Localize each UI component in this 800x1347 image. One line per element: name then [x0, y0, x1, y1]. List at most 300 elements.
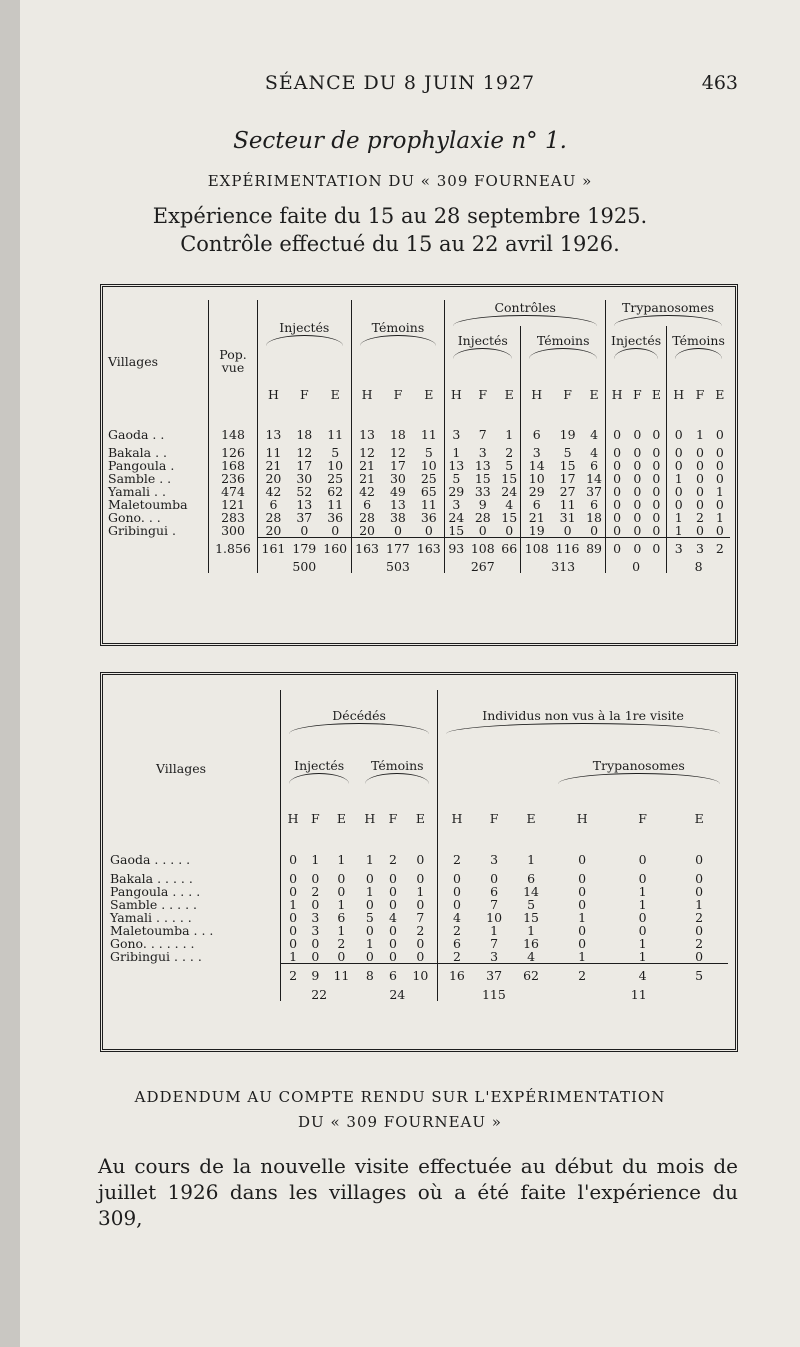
t1-cell: 15 [448, 523, 465, 538]
t1-cell: 3 [478, 445, 487, 460]
t1-cell: 0 [674, 445, 683, 460]
t1-total-cell: 66 [498, 538, 521, 560]
t2-total-cell: 2 [281, 964, 306, 988]
t2-cell: 14 [523, 884, 539, 899]
t2-cell: 3 [311, 923, 320, 938]
t2-cell: 0 [638, 851, 647, 867]
t1-cell: 21 [359, 471, 376, 486]
t1-village: Maletoumba [106, 498, 209, 511]
t1-cell: 6 [269, 497, 278, 512]
t2-cell: 0 [388, 871, 397, 886]
t1-cell: 0 [613, 445, 622, 460]
t1-cell: 19 [528, 523, 545, 538]
t2-cell: 0 [289, 884, 298, 899]
t2-cell: 5 [365, 910, 374, 925]
t1-cell: 1 [674, 523, 683, 538]
t1-hfe-label: E [583, 366, 606, 422]
page-number: 463 [701, 72, 738, 94]
t1-cell: 3 [452, 497, 461, 512]
t2-total-cell: 9 [305, 964, 325, 988]
t1-cell: 62 [320, 485, 351, 498]
t1-cell: 6 [363, 497, 372, 512]
t1-cell: 4 [583, 422, 606, 446]
t2-total-cell: 16 [438, 964, 476, 988]
t2-cell: 1 [638, 936, 647, 951]
t1-pop: 148 [209, 422, 258, 446]
t1-cell: 21 [265, 458, 282, 473]
t2-hfe-label: H [364, 810, 376, 826]
t1-cell: 14 [583, 472, 606, 485]
t1-hfe-label: E [647, 366, 667, 422]
t2-cell: 6 [527, 871, 536, 886]
t1-pop: 283 [209, 511, 258, 524]
t1-cell: 6 [532, 426, 541, 442]
t2-total-cell: 2 [550, 964, 615, 988]
t2-total-cell: 11 [325, 964, 357, 988]
t1-totals-row [106, 538, 730, 560]
t1-total-cell: 163 [351, 538, 382, 560]
addendum-subtitle: DU « 309 FOURNEAU » [298, 1113, 502, 1131]
t2-cell: 0 [452, 871, 461, 886]
t1-cell: 0 [393, 523, 402, 538]
t1-cell: 36 [413, 511, 444, 524]
t1-cell: 0 [613, 458, 622, 473]
t2-header-villages: Villages [108, 690, 281, 846]
page-gutter [0, 0, 20, 1347]
t1-cell: 5 [452, 471, 461, 486]
t2-row [108, 950, 728, 964]
t2-cell: 0 [638, 871, 647, 886]
t1-cell: 0 [695, 471, 704, 486]
t2-village: Gribingui . . . . [108, 950, 281, 964]
t1-cell: 4 [583, 446, 606, 459]
t1-cell: 52 [296, 484, 313, 499]
t2-total-cell: 37 [476, 964, 513, 988]
t2-hfe-label: E [694, 810, 704, 826]
t1-cell: 0 [613, 523, 622, 538]
table2 [108, 690, 728, 1001]
t1-cell: 65 [413, 485, 444, 498]
t2-hfe-label: H [576, 810, 588, 826]
t1-header-trypano: Trypanosomes [606, 300, 730, 326]
t2-cell: 0 [289, 936, 298, 951]
t1-hfe-label: H [611, 386, 623, 402]
t2-total-cell: 4 [615, 964, 671, 988]
t2-cell: 0 [289, 871, 298, 886]
t2-cell: 0 [289, 910, 298, 925]
t1-cell: 0 [695, 484, 704, 499]
t1-total-cell: 177 [383, 538, 414, 560]
t2-cell: 1 [289, 897, 298, 912]
t2-village: Gono. . . . . . . [108, 937, 281, 950]
t1-hfe-label: H [673, 386, 685, 402]
t1-hfe-label: F [633, 386, 642, 402]
t2-grand-blank [108, 988, 281, 1001]
t1-total-cell: 108 [467, 538, 498, 560]
t2-cell: 1 [365, 851, 374, 867]
control-dates: Contrôle effectué du 15 au 22 avril 1926. [180, 232, 620, 256]
t2-village: Pangoula . . . . [108, 885, 281, 898]
t1-total-cell: 0 [628, 538, 647, 560]
t2-total-cell: 62 [513, 964, 550, 988]
t2-cell: 7 [490, 936, 499, 951]
t1-total-cell: 89 [583, 538, 606, 560]
t1-hfe-label: E [413, 366, 444, 422]
t1-header-controles: Contrôles [445, 300, 606, 326]
t2-header-nonvus: Individus non vus à la 1re visite [438, 690, 728, 752]
t2-cell: 0 [365, 923, 374, 938]
t1-cell: 0 [633, 458, 642, 473]
t1-pop: 126 [209, 446, 258, 459]
t2-cell: 2 [311, 884, 320, 899]
t1-cell: 5 [320, 446, 351, 459]
t1-cell: 0 [647, 511, 667, 524]
t1-cell: 0 [674, 497, 683, 512]
t1-cell: 0 [478, 523, 487, 538]
t2-cell: 0 [388, 923, 397, 938]
t1-pop: 300 [209, 524, 258, 538]
t1-cell: 11 [559, 497, 576, 512]
t1-cell: 1 [715, 510, 724, 525]
t1-cell: 3 [452, 426, 461, 442]
t1-cell: 18 [583, 511, 606, 524]
t1-cell: 6 [583, 459, 606, 472]
t2-cell: 5 [527, 897, 536, 912]
t2-cell: 3 [490, 851, 499, 867]
t1-hfe-label: E [320, 366, 351, 422]
t2-cell: 0 [638, 923, 647, 938]
t2-cell: 7 [404, 911, 438, 924]
t1-cell: 0 [695, 523, 704, 538]
t1-cell: 36 [320, 511, 351, 524]
t2-totals-row [108, 964, 728, 988]
t2-cell: 0 [337, 949, 346, 964]
t2-cell: 1 [527, 923, 536, 938]
t1-cell: 0 [633, 445, 642, 460]
t1-cell: 0 [633, 426, 642, 442]
t1-cell: 0 [563, 523, 572, 538]
t1-row [106, 422, 730, 446]
t1-cell: 0 [633, 471, 642, 486]
t2-hfe-label: F [310, 810, 320, 826]
t2-cell: 0 [404, 898, 438, 911]
t1-cell: 30 [389, 471, 406, 486]
t2-sub-temoins: Témoins [357, 752, 437, 790]
t2-cell: 1 [289, 949, 298, 964]
t2-cell: 0 [365, 949, 374, 964]
t1-cell: 0 [715, 497, 724, 512]
experiment-dates: Expérience faite du 15 au 28 septembre 1925. [152, 204, 648, 228]
t1-cell: 1 [695, 426, 704, 442]
t1-hfe-label: H [450, 386, 462, 402]
t1-cell: 18 [389, 426, 406, 442]
t2-cell: 2 [695, 936, 704, 951]
t1-cell: 0 [633, 510, 642, 525]
t1-village: Samble . . [106, 472, 209, 485]
t1-cell: 0 [633, 484, 642, 499]
t1-village: Pangoula . [106, 459, 209, 472]
t2-cell: 6 [490, 884, 499, 899]
t1-total-cell: 179 [289, 538, 320, 560]
t1-cell: 5 [563, 445, 572, 460]
t1-cell: 42 [359, 484, 376, 499]
t2-cell: 2 [452, 949, 461, 964]
t1-cell: 10 [528, 471, 545, 486]
t1-cell: 11 [413, 498, 444, 511]
t2-cell: 0 [289, 923, 298, 938]
t1-cell: 9 [478, 497, 487, 512]
t1-cell: 0 [613, 510, 622, 525]
t2-cell: 1 [638, 897, 647, 912]
t1-cell: 0 [715, 471, 724, 486]
t2-cell: 0 [311, 897, 320, 912]
t2-grand-cell: 24 [357, 988, 437, 1001]
t1-cell: 6 [583, 498, 606, 511]
t1-pop: 121 [209, 498, 258, 511]
t1-cell: 33 [474, 484, 491, 499]
t2-cell: 1 [404, 885, 438, 898]
t1-total-cell: 3 [667, 538, 691, 560]
t2-cell: 0 [578, 936, 587, 951]
t2-cell: 2 [404, 924, 438, 937]
t1-cell: 1 [452, 445, 461, 460]
t2-grand-cell: 22 [311, 986, 328, 1002]
t1-header-pop: Pop. vue [209, 300, 258, 422]
t2-cell: 1 [638, 949, 647, 964]
t2-cell: 0 [404, 937, 438, 950]
t1-cell: 12 [296, 445, 313, 460]
t2-cell: 10 [486, 910, 503, 925]
t2-cell: 1 [337, 923, 346, 938]
t2-cell: 0 [578, 851, 587, 867]
t1-cell: 0 [647, 524, 667, 538]
t1-cell: 1 [498, 422, 521, 446]
t2-village: Maletoumba . . . [108, 924, 281, 937]
t1-total-cell: 116 [552, 538, 583, 560]
t2-cell: 0 [404, 846, 438, 872]
t1-cell: 24 [498, 485, 521, 498]
t1-total-cell: 3 [690, 538, 709, 560]
t2-village: Gaoda . . . . . [108, 846, 281, 872]
t1-cell: 0 [413, 524, 444, 538]
t1-total-cell: 163 [413, 538, 444, 560]
t1-row [106, 524, 730, 538]
t1-cell: 0 [647, 422, 667, 446]
t1-cell: 0 [715, 458, 724, 473]
running-header [0, 72, 800, 102]
t1-hfe-label: H [361, 386, 373, 402]
t1-cell: 49 [389, 484, 406, 499]
t1-header-temoins: Témoins [351, 300, 445, 366]
t1-grand-cell: 267 [445, 560, 521, 573]
t1-cell: 42 [265, 484, 282, 499]
t2-cell: 4 [452, 910, 461, 925]
t1-cell: 0 [613, 471, 622, 486]
t1-total-cell: 0 [606, 538, 629, 560]
t1-cell: 20 [265, 471, 282, 486]
t1-cell: 13 [359, 426, 376, 442]
t1-cell: 1 [674, 510, 683, 525]
t2-cell: 2 [695, 910, 704, 925]
t1-cell: 27 [559, 484, 576, 499]
t2-sub-trypano: Trypanosomes [550, 752, 728, 790]
t1-cell: 0 [583, 524, 606, 538]
t1-total-cell: 93 [445, 538, 468, 560]
t2-total-cell: 5 [670, 964, 728, 988]
t2-cell: 0 [695, 949, 704, 964]
t1-cell: 13 [265, 426, 282, 442]
t2-hfe-label: H [451, 810, 463, 826]
t2-hfe-label: F [489, 810, 499, 826]
t2-cell: 0 [578, 871, 587, 886]
t1-cell: 15 [498, 511, 521, 524]
t2-cell: 0 [490, 871, 499, 886]
t1-total-cell: 161 [258, 538, 289, 560]
t1-grand-cell: 0 [606, 560, 667, 573]
t2-total-cell: 6 [382, 964, 403, 988]
t1-cell: 0 [647, 472, 667, 485]
t1-grand-cell: 8 [694, 558, 703, 574]
t1-cell: 0 [633, 523, 642, 538]
t1-village: Gaoda . . [106, 422, 209, 446]
t1-grand-cell: 313 [521, 560, 606, 573]
t1-hfe-label: F [478, 386, 488, 402]
t2-total-label [108, 964, 281, 988]
t2-cell: 1 [695, 897, 704, 912]
t2-cell: 1 [365, 884, 374, 899]
t2-grand-cell: 11 [630, 986, 647, 1002]
t2-total-cell: 8 [357, 964, 382, 988]
t1-grand-blank [106, 560, 209, 573]
t2-cell: 0 [695, 923, 704, 938]
t1-cell: 0 [647, 498, 667, 511]
t1-cell: 0 [674, 484, 683, 499]
t2-village: Samble . . . . . [108, 898, 281, 911]
t2-cell: 4 [527, 949, 536, 964]
t1-hfe-label: E [498, 366, 521, 422]
t2-hfe-label: E [336, 810, 346, 826]
t1-cell: 2 [695, 510, 704, 525]
t2-cell: 1 [638, 884, 647, 899]
t2-cell: 0 [388, 884, 397, 899]
t1-village: Gono. . . [106, 511, 209, 524]
t1-cell: 17 [296, 458, 313, 473]
t2-cell: 0 [311, 871, 320, 886]
experiment-title: EXPÉRIMENTATION DU « 309 FOURNEAU » [207, 172, 593, 190]
t1-cell: 0 [715, 523, 724, 538]
t1-cell: 12 [359, 445, 376, 460]
t1-pop: 168 [209, 459, 258, 472]
t1-cell: 0 [647, 485, 667, 498]
t1-cell: 0 [715, 426, 724, 442]
t1-cell: 0 [647, 459, 667, 472]
t2-grand-cell: 115 [481, 986, 506, 1002]
t1-cell: 4 [498, 498, 521, 511]
t2-hfe-label: E [404, 790, 438, 846]
t1-cell: 2 [498, 446, 521, 459]
t1-cell: 20 [359, 523, 376, 538]
t1-sub-ctrl-injectes: Injectés [445, 326, 521, 366]
t2-cell: 1 [527, 851, 536, 867]
t1-sub-try-injectes: Injectés [606, 326, 667, 366]
t1-cell: 24 [448, 510, 465, 525]
t2-cell: 1 [578, 949, 587, 964]
t2-cell: 0 [578, 884, 587, 899]
t2-cell: 0 [404, 950, 438, 964]
t2-cell: 0 [695, 851, 704, 867]
t1-cell: 13 [474, 458, 491, 473]
t1-village: Bakala . . [106, 446, 209, 459]
t1-cell: 3 [532, 445, 541, 460]
t2-cell: 0 [452, 897, 461, 912]
t2-cell: 2 [452, 923, 461, 938]
t2-total-cell: 10 [404, 964, 438, 988]
t1-cell: 28 [265, 510, 282, 525]
t2-sub-blank [438, 752, 550, 790]
t1-hfe-label: F [393, 386, 403, 402]
table1 [106, 300, 730, 573]
t1-pop: 474 [209, 485, 258, 498]
t1-grand-cell: 503 [351, 560, 445, 573]
t1-cell: 0 [613, 484, 622, 499]
t1-cell: 7 [478, 426, 487, 442]
t1-village: Yamali . . [106, 485, 209, 498]
t1-cell: 28 [359, 510, 376, 525]
t2-cell: 6 [337, 910, 346, 925]
t2-village: Yamali . . . . . [108, 911, 281, 924]
t2-cell: 2 [388, 851, 397, 867]
t2-row [108, 846, 728, 872]
t2-cell: 1 [578, 910, 587, 925]
t1-cell: 0 [674, 426, 683, 442]
t2-cell: 0 [365, 897, 374, 912]
t1-cell: 25 [413, 472, 444, 485]
t1-cell: 0 [715, 445, 724, 460]
t1-hfe-label: F [695, 386, 705, 402]
t2-cell: 0 [388, 897, 397, 912]
t1-cell: 38 [389, 510, 406, 525]
t1-cell: 29 [448, 484, 465, 499]
t1-hfe-label: F [563, 386, 572, 402]
t1-total-cell: 0 [647, 538, 667, 560]
t1-cell: 0 [613, 426, 622, 442]
t2-cell: 0 [337, 871, 346, 886]
t1-cell: 17 [389, 458, 406, 473]
t1-header-injectes: Injectés [258, 300, 352, 366]
t2-cell: 2 [452, 851, 461, 867]
t2-cell: 0 [311, 936, 320, 951]
t1-cell: 0 [300, 523, 309, 538]
t1-sub-try-temoins: Témoins [667, 326, 730, 366]
t2-cell: 4 [388, 910, 397, 925]
t2-hfe-label: E [526, 810, 536, 826]
body-paragraph: Au cours de la nouvelle visite effectuée au début du mois de juillet 1926 dans les villages où a été faite l'expérience du 309, [98, 1154, 738, 1230]
t1-cell: 0 [695, 458, 704, 473]
t2-cell: 1 [365, 936, 374, 951]
t2-grand-row [108, 988, 728, 1001]
t2-cell: 0 [311, 949, 320, 964]
t1-cell: 1 [715, 484, 724, 499]
t1-cell: 15 [498, 472, 521, 485]
addendum-title: ADDENDUM AU COMPTE RENDU SUR L'EXPÉRIMENTATION [134, 1088, 666, 1106]
t1-cell: 21 [528, 510, 545, 525]
t1-cell: 25 [320, 472, 351, 485]
t1-cell: 10 [413, 459, 444, 472]
t1-cell: 0 [695, 445, 704, 460]
t2-cell: 0 [388, 936, 397, 951]
t2-cell: 1 [337, 851, 346, 867]
t1-cell: 12 [389, 445, 406, 460]
